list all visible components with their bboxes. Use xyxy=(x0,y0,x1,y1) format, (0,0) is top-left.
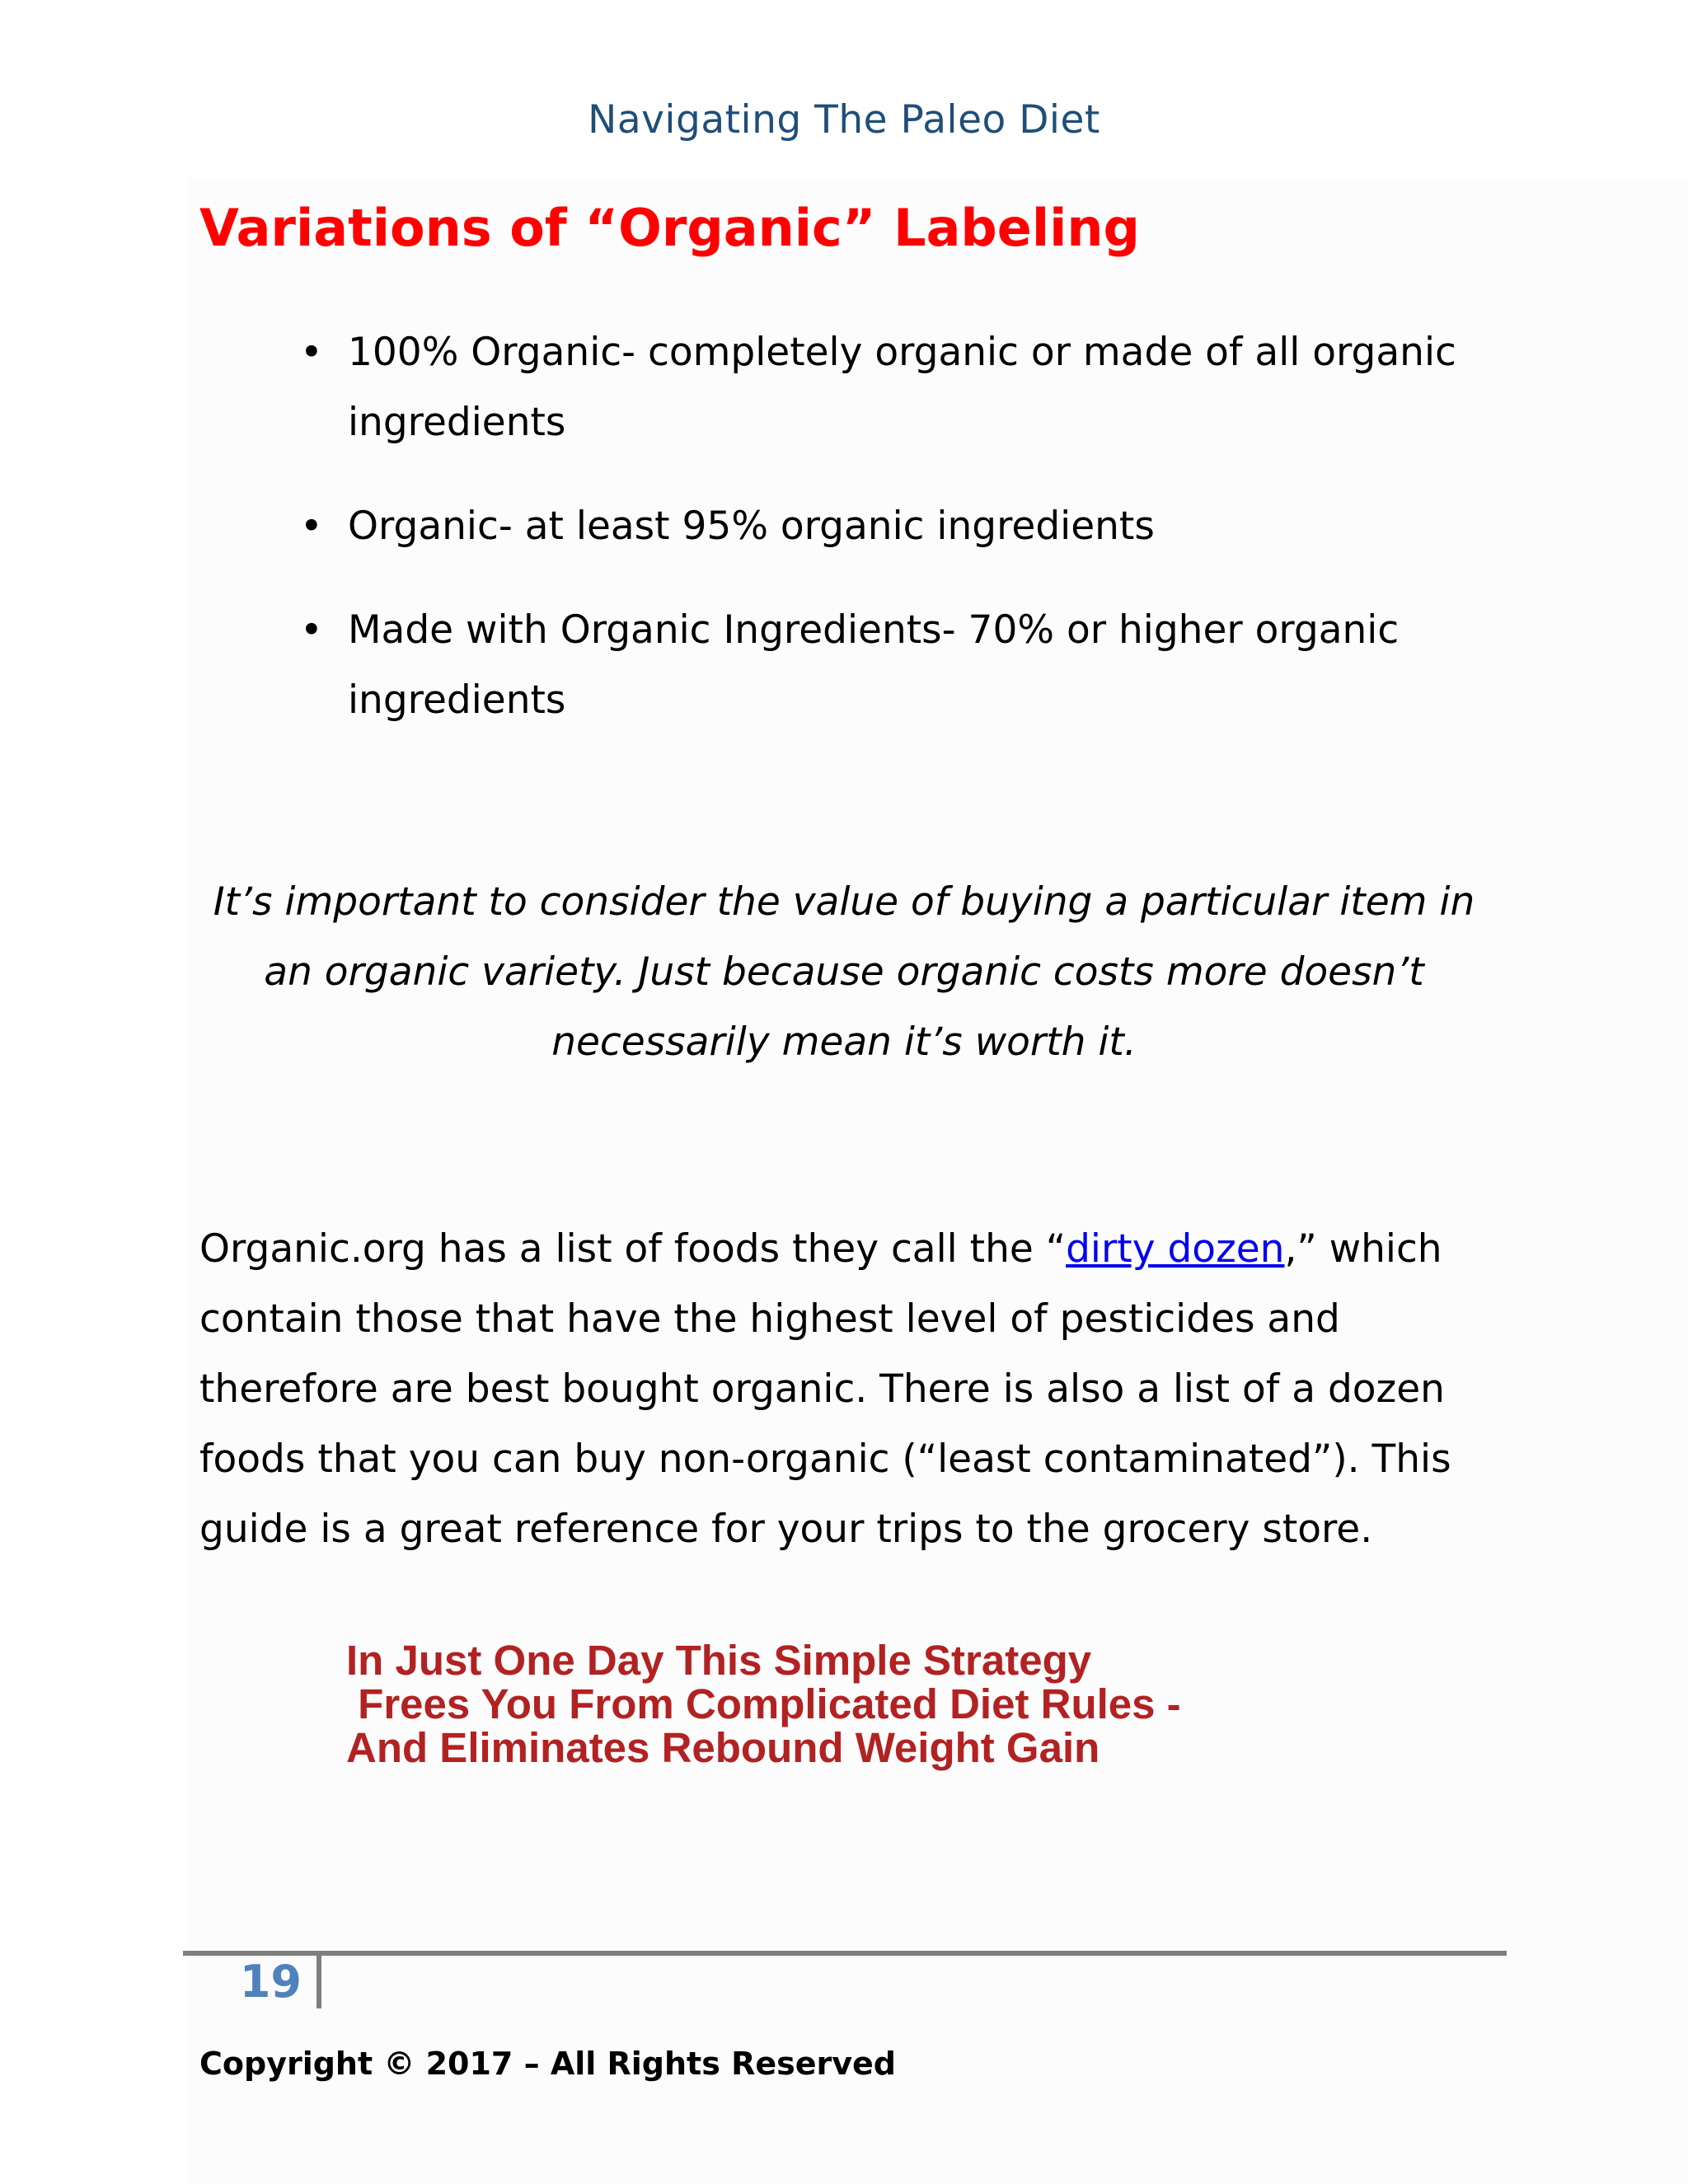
section-heading: Variations of “Organic” Labeling xyxy=(199,198,1140,258)
bullet-icon: • xyxy=(300,607,323,653)
list-item xyxy=(297,595,1484,735)
list-item-text: Organic- at least 95% organic ingredients xyxy=(348,504,1155,549)
promo-line-1: In Just One Day This Simple Strategy xyxy=(346,1637,1092,1684)
bullet-icon: • xyxy=(300,330,323,375)
list-item xyxy=(297,491,1484,561)
promo-link[interactable] xyxy=(346,1638,1253,1769)
bullet-list xyxy=(297,317,1484,769)
list-item-text: Made with Organic Ingredients- 70% or higher organic ingredients xyxy=(348,607,1400,723)
page-number-divider xyxy=(316,1956,321,2008)
list-item xyxy=(297,317,1484,457)
dirty-dozen-link[interactable]: dirty dozen xyxy=(1066,1226,1285,1272)
copyright-notice: Copyright © 2017 – All Rights Reserved xyxy=(199,2046,896,2082)
list-item-text: 100% Organic- completely organic or made of all organic ingredients xyxy=(348,330,1456,445)
promo-line-3: And Eliminates Rebound Weight Gain xyxy=(346,1724,1100,1771)
footer-divider xyxy=(183,1951,1507,1956)
paragraph-text-start: Organic.org has a list of foods they call the “ xyxy=(199,1226,1067,1272)
page-number: 19 xyxy=(239,1956,302,2008)
bullet-icon: • xyxy=(300,504,323,549)
running-header: Navigating The Paleo Diet xyxy=(588,97,1100,143)
body-paragraph xyxy=(199,1214,1489,1564)
page-number-box xyxy=(183,1956,321,2007)
italic-callout: It’s important to consider the value of buying a particular item in an organic variety. Just because organic costs more doesn’t necessarily mean it’s worth it. xyxy=(213,879,1475,1065)
paragraph-text-end: ,” which contain those that have the highest level of pesticides and therefore are best bought organic. There is also a list of a dozen foods that you can buy non-organic (“least contaminated”). This guide is a great reference for your trips to the grocery store. xyxy=(199,1226,1451,1552)
promo-line-2: Frees You From Complicated Diet Rules - xyxy=(346,1680,1181,1727)
